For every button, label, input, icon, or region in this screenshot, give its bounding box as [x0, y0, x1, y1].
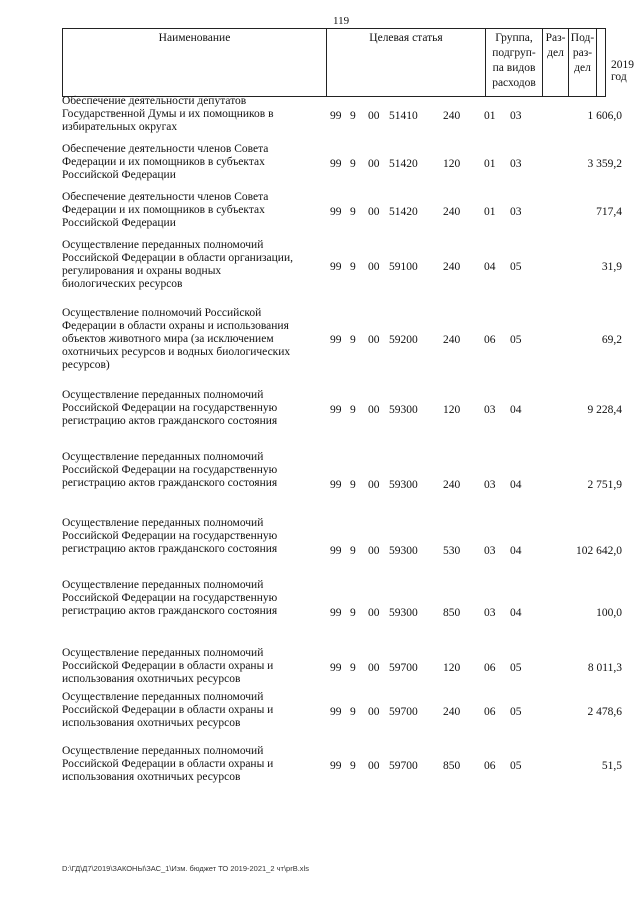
row-a: 99 — [330, 479, 342, 491]
row-sub: 04 — [510, 404, 522, 416]
row-sub: 05 — [510, 334, 522, 346]
row-name: Осуществление переданных полномочий Российской Федерации на государственную регистрацию актов гражданского состояния — [62, 517, 278, 555]
row-d: 51410 — [389, 110, 418, 122]
row-amount: 102 642,0 — [576, 545, 622, 557]
row-d: 59700 — [389, 760, 418, 772]
row-group: 240 — [443, 334, 461, 346]
row-group: 120 — [443, 662, 461, 674]
row-group: 120 — [443, 404, 461, 416]
row-b: 9 — [350, 110, 356, 122]
row-a: 99 — [330, 706, 342, 718]
header-section: Раз- дел — [543, 29, 569, 96]
row-section: 03 — [484, 479, 496, 491]
row-sub: 03 — [510, 158, 522, 170]
row-name: Осуществление переданных полномочий Российской Федерации в области охраны и использования охотничьих ресурсов — [62, 691, 274, 729]
row-amount: 100,0 — [596, 607, 622, 619]
row-group: 240 — [443, 479, 461, 491]
row-amount: 51,5 — [601, 760, 622, 772]
row-name: Обеспечение деятельности депутатов Государственной Думы и их помощников в избирательных округах — [62, 95, 274, 133]
row-sub: 03 — [510, 110, 522, 122]
row-section: 06 — [484, 662, 496, 674]
row-d: 59300 — [389, 607, 418, 619]
row-section: 03 — [484, 404, 496, 416]
row-d: 59200 — [389, 334, 418, 346]
row-amount: 717,4 — [596, 206, 622, 218]
header-name: Наименование — [63, 29, 327, 96]
row-name: Осуществление переданных полномочий Российской Федерации на государственную регистрацию актов гражданского состояния — [62, 389, 278, 427]
row-sub: 05 — [510, 760, 522, 772]
row-b: 9 — [350, 760, 356, 772]
header-subsection: Под- раз- дел — [569, 29, 597, 96]
row-name: Осуществление полномочий Российской Федерации в области охраны и использования объектов животного мира (за исключением охотничьих ресурсов и водных биологических ресурсов) — [62, 307, 291, 371]
row-name: Осуществление переданных полномочий Российской Федерации на государственную регистрацию актов гражданского состояния — [62, 579, 278, 617]
row-amount: 2 751,9 — [587, 479, 622, 491]
row-name: Обеспечение деятельности членов Совета Федерации и их помощников в субъектах Российской Федерации — [62, 143, 269, 181]
table-header — [62, 28, 634, 97]
row-a: 99 — [330, 158, 342, 170]
row-sub: 04 — [510, 479, 522, 491]
row-name: Обеспечение деятельности членов Совета Федерации и их помощников в субъектах Российской Федерации — [62, 191, 269, 229]
row-section: 04 — [484, 261, 496, 273]
row-b: 9 — [350, 479, 356, 491]
row-c: 00 — [368, 760, 380, 772]
row-section: 06 — [484, 334, 496, 346]
row-b: 9 — [350, 404, 356, 416]
row-group: 850 — [443, 607, 461, 619]
row-group: 240 — [443, 110, 461, 122]
row-amount: 3 359,2 — [587, 158, 622, 170]
row-c: 00 — [368, 110, 380, 122]
row-d: 59100 — [389, 261, 418, 273]
row-c: 00 — [368, 261, 380, 273]
row-a: 99 — [330, 404, 342, 416]
row-a: 99 — [330, 110, 342, 122]
row-d: 59700 — [389, 706, 418, 718]
row-sub: 05 — [510, 662, 522, 674]
row-name: Осуществление переданных полномочий Российской Федерации в области охраны и использования охотничьих ресурсов — [62, 647, 274, 685]
row-group: 530 — [443, 545, 461, 557]
row-amount: 9 228,4 — [587, 404, 622, 416]
row-b: 9 — [350, 545, 356, 557]
row-section: 03 — [484, 545, 496, 557]
row-amount: 1 606,0 — [587, 110, 622, 122]
row-d: 59300 — [389, 404, 418, 416]
row-a: 99 — [330, 760, 342, 772]
row-group: 240 — [443, 261, 461, 273]
row-b: 9 — [350, 334, 356, 346]
row-c: 00 — [368, 206, 380, 218]
row-b: 9 — [350, 206, 356, 218]
row-group: 240 — [443, 706, 461, 718]
row-b: 9 — [350, 662, 356, 674]
row-section: 03 — [484, 607, 496, 619]
row-amount: 31,9 — [601, 261, 622, 273]
row-d: 51420 — [389, 158, 418, 170]
row-d: 51420 — [389, 206, 418, 218]
row-name: Осуществление переданных полномочий Российской Федерации в области охраны и использования охотничьих ресурсов — [62, 745, 274, 783]
row-amount: 69,2 — [601, 334, 622, 346]
row-section: 01 — [484, 110, 496, 122]
row-amount: 2 478,6 — [587, 706, 622, 718]
row-group: 850 — [443, 760, 461, 772]
row-b: 9 — [350, 158, 356, 170]
row-group: 240 — [443, 206, 461, 218]
row-sub: 04 — [510, 545, 522, 557]
row-sub: 05 — [510, 706, 522, 718]
row-group: 120 — [443, 158, 461, 170]
row-c: 00 — [368, 404, 380, 416]
row-a: 99 — [330, 261, 342, 273]
row-b: 9 — [350, 706, 356, 718]
row-section: 06 — [484, 706, 496, 718]
row-name: Осуществление переданных полномочий Российской Федерации в области организации, регулирования и охраны водных биологических ресурсов — [62, 239, 293, 290]
row-sub: 05 — [510, 261, 522, 273]
row-d: 59700 — [389, 662, 418, 674]
row-c: 00 — [368, 158, 380, 170]
row-c: 00 — [368, 662, 380, 674]
header-group: Группа, подгруп- па видов расходов — [486, 29, 543, 96]
row-b: 9 — [350, 607, 356, 619]
file-path-footer: D:\ГД\Д7\2019\ЗАКОНЫ\ЗАС_1\Изм. бюджет ТО 2019-2021_2 чт\prB.xls — [62, 864, 309, 873]
row-sub: 04 — [510, 607, 522, 619]
row-a: 99 — [330, 334, 342, 346]
row-c: 00 — [368, 545, 380, 557]
row-d: 59300 — [389, 479, 418, 491]
row-a: 99 — [330, 545, 342, 557]
row-a: 99 — [330, 607, 342, 619]
row-c: 00 — [368, 334, 380, 346]
row-section: 06 — [484, 760, 496, 772]
row-section: 01 — [484, 158, 496, 170]
row-c: 00 — [368, 607, 380, 619]
row-d: 59300 — [389, 545, 418, 557]
page-number: 119 — [333, 15, 350, 27]
row-b: 9 — [350, 261, 356, 273]
row-name: Осуществление переданных полномочий Российской Федерации на государственную регистрацию актов гражданского состояния — [62, 451, 278, 489]
header-target: Целевая статья — [327, 29, 486, 96]
row-c: 00 — [368, 479, 380, 491]
row-amount: 8 011,3 — [587, 662, 622, 674]
row-a: 99 — [330, 662, 342, 674]
row-sub: 03 — [510, 206, 522, 218]
row-c: 00 — [368, 706, 380, 718]
header-year: 2019 год — [611, 59, 634, 83]
row-a: 99 — [330, 206, 342, 218]
row-section: 01 — [484, 206, 496, 218]
